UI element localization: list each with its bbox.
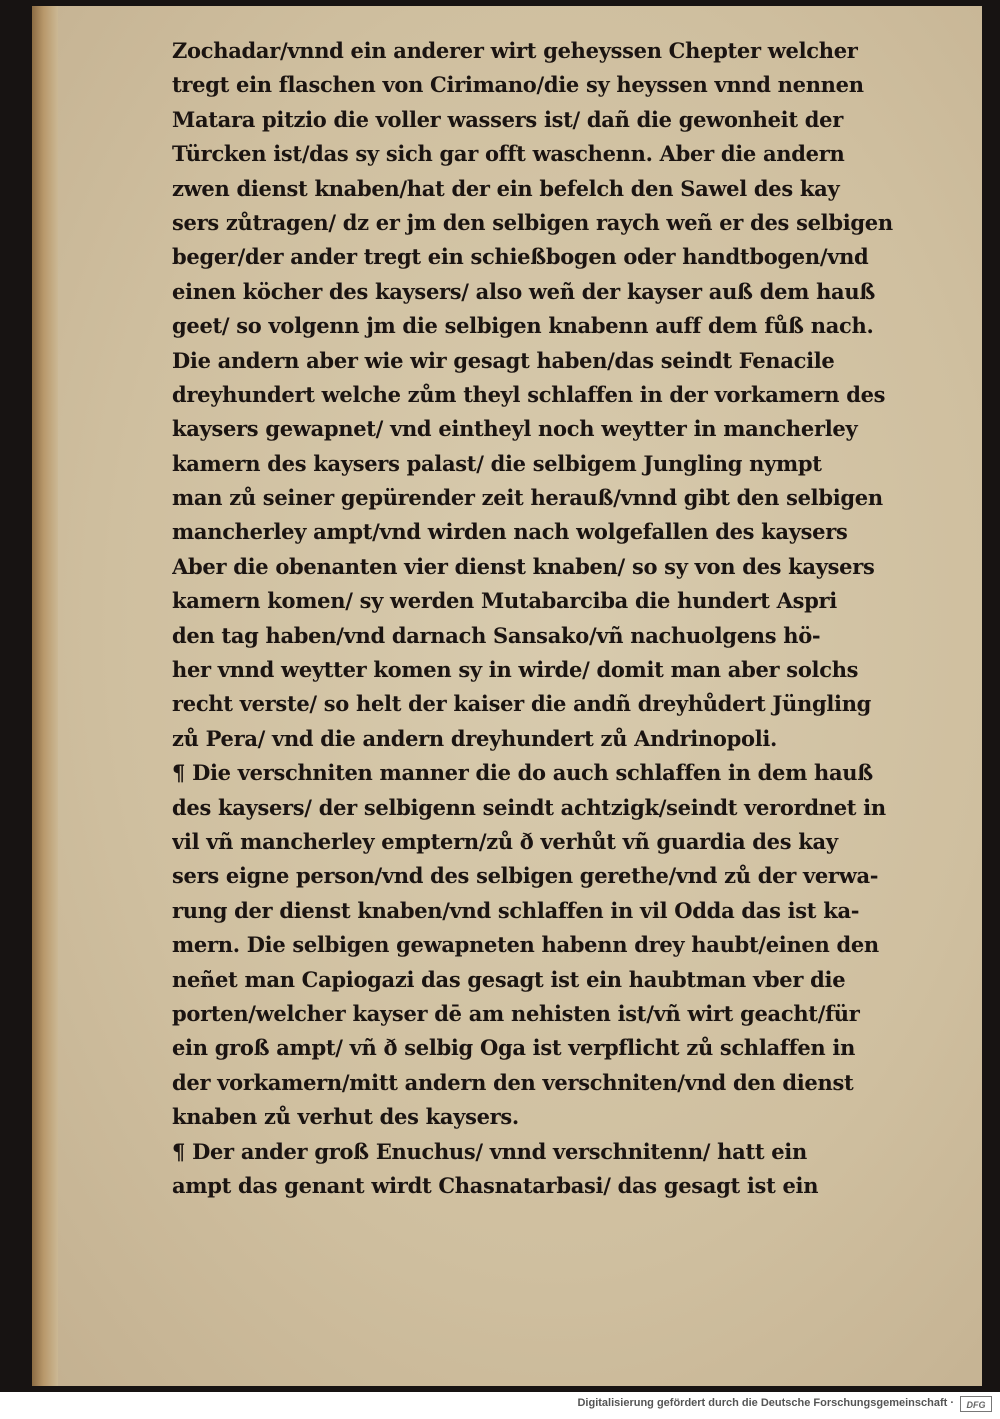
text-line: her vnnd weytter komen sy in wirde/ domit man aber solchs	[172, 657, 859, 683]
text-line: Aber die obenanten vier dienst knaben/ so sy von des kaysers	[172, 553, 875, 579]
text-line: geet/ so volgenn jm die selbigen knabenn auff dem fůß nach.	[172, 313, 874, 339]
footer-bar	[0, 1392, 1000, 1419]
text-line: Die andern aber wie wir gesagt haben/das seindt Fenacile	[172, 347, 835, 373]
text-line: knaben zů verhut des kaysers.	[172, 1104, 519, 1130]
text-line: dreyhundert welche zům theyl schlaffen in der vorkamern des	[172, 381, 886, 407]
text-block	[172, 34, 952, 1203]
text-line: recht verste/ so helt der kaiser die andñ dreyhůdert Jüngling	[172, 691, 872, 717]
text-line: rung der dienst knaben/vnd schlaffen in vil Odda das ist ka-	[172, 897, 860, 923]
text-line: mern. Die selbigen gewapneten habenn drey haubt/einen den	[172, 932, 879, 958]
page-binding-edge	[32, 6, 58, 1386]
text-line: Türcken ist/das sy sich gar offt waschenn. Aber die andern	[172, 141, 845, 167]
dfg-logo: DFG	[960, 1396, 992, 1412]
text-line: neñet man Capiogazi das gesagt ist ein haubtman vber die	[172, 966, 846, 992]
text-line: einen köcher des kaysers/ also weñ der kayser auß dem hauß	[172, 278, 875, 304]
text-line: porten/welcher kayser dē am nehisten ist/vñ wirt geacht/für	[172, 1000, 860, 1026]
text-line: Zochadar/vnnd ein anderer wirt geheyssen Chepter welcher	[172, 38, 858, 63]
text-line: tregt ein flaschen von Cirimano/die sy heyssen vnnd nennen	[172, 72, 864, 98]
text-line: der vorkamern/mitt andern den verschniten/vnd den dienst	[172, 1069, 854, 1095]
text-line: ampt das genant wirdt Chasnatarbasi/ das gesagt ist ein	[172, 1172, 819, 1198]
text-line: den tag haben/vnd darnach Sansako/vñ nachuolgens hö-	[172, 622, 821, 648]
text-line: ¶ Die verschniten manner die do auch schlaffen in dem hauß	[172, 760, 873, 786]
text-line: zwen dienst knaben/hat der ein befelch den Sawel des kay	[172, 175, 840, 201]
text-line: ein groß ampt/ vñ ð selbig Oga ist verpflicht zů schlaffen in	[172, 1035, 856, 1061]
text-line: kamern des kaysers palast/ die selbigem Jungling nympt	[172, 450, 822, 476]
text-line: mancherley ampt/vnd wirden nach wolgefallen des kaysers	[172, 519, 848, 545]
text-line: beger/der ander tregt ein schießbogen oder handtbogen/vnd	[172, 244, 869, 270]
text-line: ¶ Der ander groß Enuchus/ vnnd verschnitenn/ hatt ein	[172, 1138, 807, 1164]
text-line: zů Pera/ vnd die andern dreyhundert zů Andrinopoli.	[172, 725, 778, 751]
text-line: sers eigne person/vnd des selbigen gerethe/vnd zů der verwa-	[172, 863, 879, 889]
text-line: sers zůtragen/ dz er jm den selbigen raych weñ er des selbigen	[172, 209, 893, 235]
text-line: Matara pitzio die voller wassers ist/ dañ die gewonheit der	[172, 106, 843, 132]
text-line: kaysers gewapnet/ vnd eintheyl noch weytter in mancherley	[172, 416, 858, 442]
text-line: kamern komen/ sy werden Mutabarciba die hundert Aspri	[172, 588, 837, 614]
digitization-credit: Digitalisierung gefördert durch die Deutsche Forschungsgemeinschaft ·	[577, 1397, 954, 1409]
book-page	[32, 6, 982, 1386]
text-line: man zů seiner gepürender zeit herauß/vnnd gibt den selbigen	[172, 485, 883, 511]
text-line: des kaysers/ der selbigenn seindt achtzigk/seindt verordnet in	[172, 794, 886, 820]
text-line: vil vñ mancherley emptern/zů ð verhůt vñ guardia des kay	[172, 828, 838, 854]
